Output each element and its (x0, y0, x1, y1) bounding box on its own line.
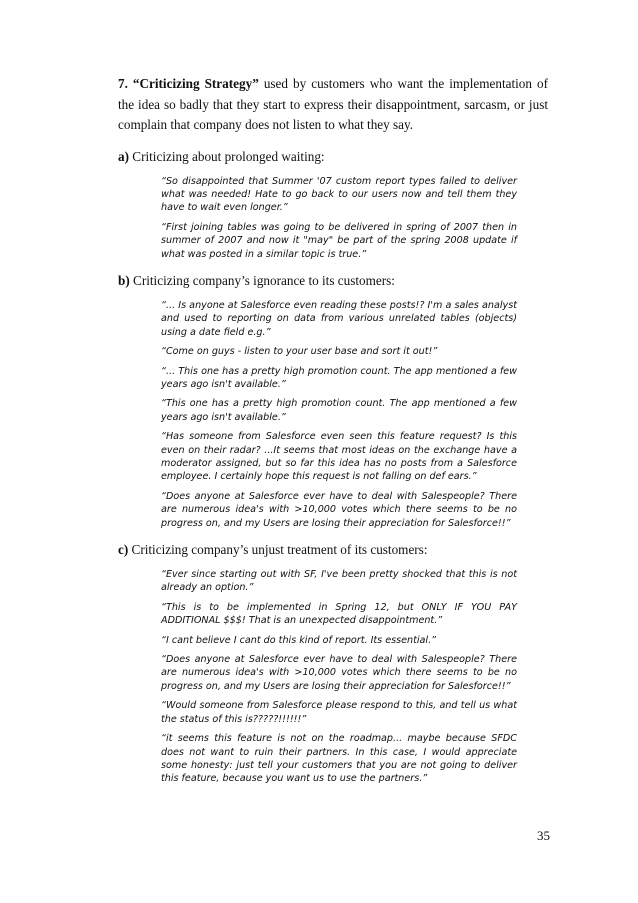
strategy-description: used by customers who want the implementation of the idea so badly that they start to express their disappointment, sarcasm, or just complain that company does not listen to what they say. (118, 76, 549, 132)
page-content (118, 74, 548, 797)
quote: “Does anyone at Salesforce ever have to deal with Salespeople? There are numerous idea's with >10,000 votes which there seems to be no progress on, and my Users are losing their appreciation for Salesforce!!” (161, 490, 517, 529)
quote: “So disappointed that Summer '07 custom report types failed to deliver what was needed! Hate to go back to our users now and tell them they have to wait even longer.” (161, 175, 517, 214)
quote: “Would someone from Salesforce please respond to this, and tell us what the status of this is?????!!!!!!” (161, 700, 517, 725)
section-a-letter: a) (118, 148, 129, 164)
quote: “Ever since starting out with SF, I've been pretty shocked that this is not already an option.” (161, 569, 517, 594)
quote: “Does anyone at Salesforce ever have to deal with Salespeople? There are numerous idea's with >10,000 votes which there seems to be no progress on, and my Users are losing their appreciation for Salesforce!!” (161, 654, 517, 692)
section-b-heading (118, 272, 548, 290)
section-b-letter: b) (118, 272, 130, 288)
page-number: 35 (537, 828, 550, 843)
section-b-quotes (161, 299, 517, 530)
section-c-quotes (161, 568, 517, 786)
quote: “First joining tables was going to be delivered in spring of 2007 then in summer of 2007 and now it "may" be part of the spring 2008 update if what was posted in a similar topic is true.” (161, 221, 517, 260)
section-a-quotes (161, 175, 517, 261)
section-b-title: Criticizing company’s ignorance to its customers: (129, 272, 395, 288)
quote: “This is to be implemented in Spring 12, but ONLY IF YOU PAY ADDITIONAL $$$! That is an unexpected disappointment.” (161, 601, 517, 627)
quote: “Come on guys - listen to your user base and sort it out!” (161, 346, 438, 358)
strategy-title: 7. “Criticizing Strategy” (118, 76, 259, 91)
quote: “Has someone from Salesforce even seen this feature request? Is this even on their radar? ...It seems that most ideas on the exchange have a moderator assigned, but so far this idea has no posts from a Salesforce employee. I certainly hope this request is not falling on def ears.” (161, 431, 517, 483)
section-c-title: Criticizing company’s unjust treatment of its customers: (128, 542, 428, 558)
strategy-intro-paragraph (118, 74, 548, 136)
quote: “it seems this feature is not on the roadmap... maybe because SFDC does not want to ruin their partners. In this case, I would appreciate some honesty: just tell your customers that you are not going to deliver this feature, because you want us to use the partners.” (161, 733, 517, 785)
section-a-title: Criticizing about prolonged waiting: (129, 148, 325, 164)
quote: “... Is anyone at Salesforce even reading these posts!? I'm a sales analyst and used to reporting on data from various unrelated tables (objects) using a date field e.g.” (161, 299, 517, 338)
section-a-heading (118, 148, 548, 166)
quote: “I cant believe I cant do this kind of report. Its essential.” (161, 634, 437, 646)
quote: “... This one has a pretty high promotion count. The app mentioned a few years ago isn't available.” (161, 365, 517, 390)
section-c-letter: c) (118, 542, 129, 558)
quote: “This one has a pretty high promotion count. The app mentioned a few years ago isn't available.” (161, 398, 517, 423)
section-c-heading (118, 541, 548, 559)
